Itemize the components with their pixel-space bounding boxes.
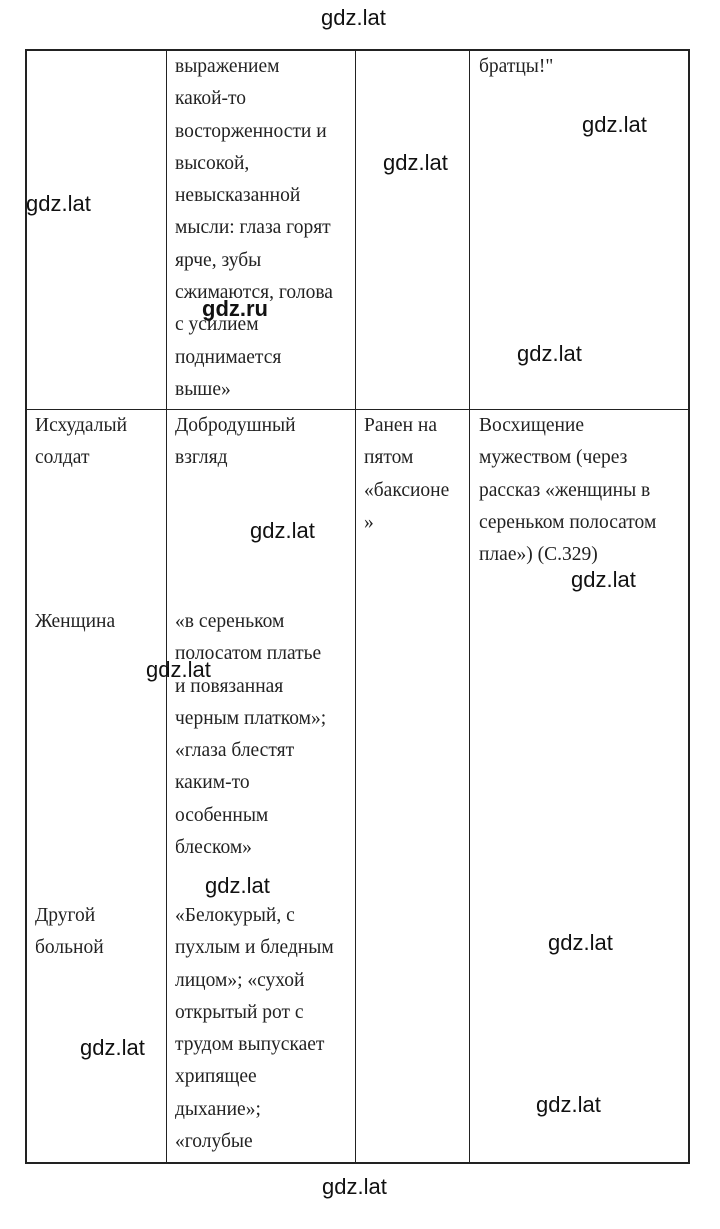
table-cell: выражением какой-то восторженности и высокой, невысказанной мысли: глаза горят ярче, зубы сжимаются, голова с усилием поднимается выше»: [175, 56, 333, 400]
watermark: gdz.lat: [322, 1174, 387, 1199]
table-cell: братцы!": [479, 56, 554, 77]
watermark: gdz.lat: [26, 191, 91, 216]
watermark: gdz.ru: [202, 296, 268, 321]
watermark: gdz.lat: [321, 5, 386, 30]
watermark: gdz.lat: [536, 1092, 601, 1117]
watermark: gdz.lat: [548, 930, 613, 955]
watermark: gdz.lat: [80, 1035, 145, 1060]
table-cell: Исхудалый солдат: [35, 415, 128, 469]
watermark: gdz.lat: [571, 567, 636, 592]
table-cell: Ранен на пятом «баксионе »: [364, 415, 450, 533]
table-cell: Женщина: [35, 611, 116, 632]
table-cell: Восхищение мужеством (через рассказ «женщины в сереньком полосатом плае») (С.329): [479, 415, 657, 566]
column-divider: [469, 51, 470, 1162]
table-cell: «Белокурый, с пухлым и бледным лицом»; «сухой открытый рот с трудом выпускает хрипящее дыхание»; «голубые: [175, 905, 334, 1153]
watermark: gdz.lat: [250, 518, 315, 543]
table-cell: «в сереньком полосатом платье и повязанная черным платком»; «глаза блестят каким-то особенным блеском»: [175, 611, 327, 859]
watermark: gdz.lat: [146, 657, 211, 682]
table-cell: Добродушный взгляд: [175, 415, 296, 469]
column-divider: [355, 51, 356, 1162]
table: [25, 49, 690, 1164]
watermark: gdz.lat: [205, 873, 270, 898]
watermark: gdz.lat: [383, 150, 448, 175]
table-cell: Другой больной: [35, 905, 104, 959]
watermark: gdz.lat: [582, 112, 647, 137]
watermark: gdz.lat: [517, 341, 582, 366]
column-divider: [166, 51, 167, 1162]
